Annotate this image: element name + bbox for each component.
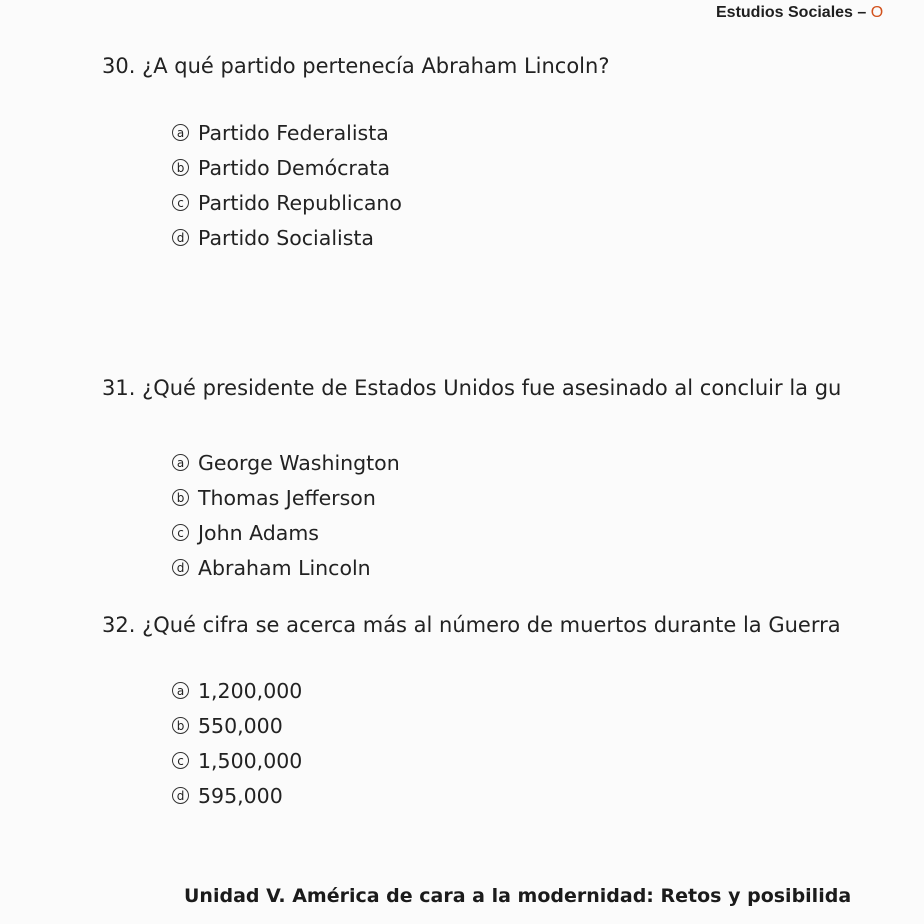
header-separator: –: [857, 4, 867, 21]
option-letter-b-circle-icon: b: [172, 159, 189, 176]
option-text: Partido Republicano: [198, 190, 402, 215]
option-text: 1,500,000: [198, 748, 303, 773]
question-32-option-a[interactable]: [172, 673, 302, 708]
option-letter-a-circle-icon: a: [172, 124, 189, 141]
option-letter-c-circle-icon: c: [172, 752, 189, 769]
question-32-prompt: 32. ¿Qué cifra se acerca más al número de muertos durante la Guerra: [102, 613, 841, 637]
question-32-options: [172, 673, 302, 813]
question-32-option-d[interactable]: [172, 778, 302, 813]
option-text: 550,000: [198, 713, 283, 738]
question-31-prompt: 31. ¿Qué presidente de Estados Unidos fue asesinado al concluir la gu: [102, 376, 842, 400]
option-text: Partido Socialista: [198, 225, 374, 250]
option-text: Abraham Lincoln: [198, 555, 371, 580]
unit-heading: Unidad V. América de cara a la modernidad: Retos y posibilida: [184, 885, 852, 907]
option-letter-b-circle-icon: b: [172, 489, 189, 506]
option-letter-c-circle-icon: c: [172, 524, 189, 541]
option-letter-d-circle-icon: d: [172, 229, 189, 246]
option-text: Partido Demócrata: [198, 155, 391, 180]
option-text: 1,200,000: [198, 678, 303, 703]
question-31-option-b[interactable]: [172, 480, 400, 515]
question-30-option-b[interactable]: [172, 150, 402, 185]
option-text: 595,000: [198, 783, 283, 808]
option-letter-a-circle-icon: a: [172, 454, 189, 471]
option-text: John Adams: [198, 520, 319, 545]
option-letter-a-circle-icon: a: [172, 682, 189, 699]
page-header: [716, 4, 883, 22]
option-text: George Washington: [198, 450, 400, 475]
option-text: Partido Federalista: [198, 120, 389, 145]
option-letter-b-circle-icon: b: [172, 717, 189, 734]
option-letter-c-circle-icon: c: [172, 194, 189, 211]
subject-title: Estudios Sociales: [716, 4, 853, 21]
question-32-option-c[interactable]: [172, 743, 302, 778]
header-accent-text: O: [870, 4, 884, 21]
question-31-option-c[interactable]: [172, 515, 400, 550]
question-31-options: [172, 445, 400, 585]
question-30-option-a[interactable]: [172, 115, 402, 150]
question-31-option-a[interactable]: [172, 445, 400, 480]
question-30-prompt: 30. ¿A qué partido pertenecía Abraham Lincoln?: [102, 54, 610, 78]
question-30-options: [172, 115, 402, 255]
option-letter-d-circle-icon: d: [172, 559, 189, 576]
question-32-option-b[interactable]: [172, 708, 302, 743]
option-letter-d-circle-icon: d: [172, 787, 189, 804]
question-30-option-c[interactable]: [172, 185, 402, 220]
option-text: Thomas Jefferson: [198, 485, 376, 510]
question-30-option-d[interactable]: [172, 220, 402, 255]
question-31-option-d[interactable]: [172, 550, 400, 585]
